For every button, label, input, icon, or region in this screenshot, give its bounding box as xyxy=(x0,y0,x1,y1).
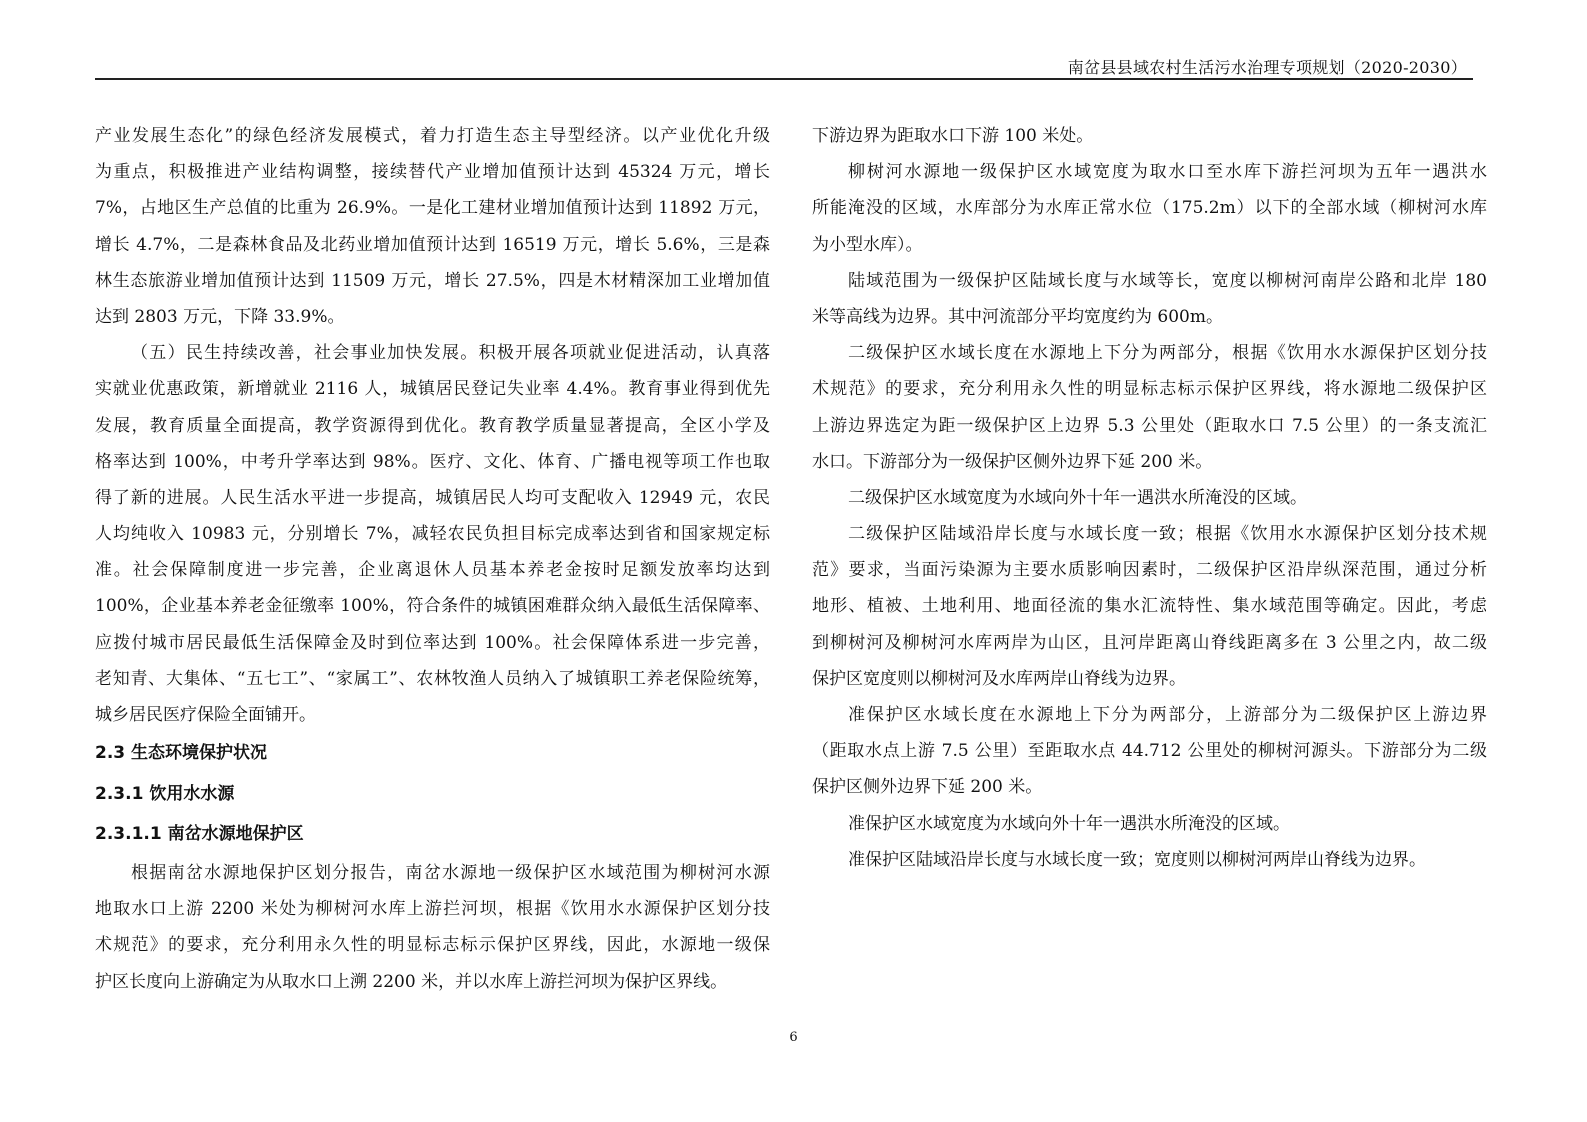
paragraph-line: 陆域范围为一级保护区陆域长度与水域等长，宽度以柳树河南岸公路和北岸 180 xyxy=(848,270,1487,291)
paragraph-line: 应拨付城市居民最低生活保障金及时到位率达到 100%。社会保障体系进一步完善， xyxy=(95,632,770,653)
section-heading: 2.3 生态环境保护状况 xyxy=(95,743,268,764)
paragraph-line: 产业发展生态化”的绿色经济发展模式，着力打造生态主导型经济。以产业优化升级 xyxy=(95,126,770,146)
right-column xyxy=(812,118,1487,878)
paragraph-line: 保护区宽度则以柳树河及水库两岸山脊线为边界。 xyxy=(812,668,1186,689)
paragraph-line: 二级保护区陆域沿岸长度与水域长度一致；根据《饮用水水源保护区划分技术规 xyxy=(848,524,1487,545)
paragraph-line: 发展，教育质量全面提高，教学资源得到优化。教育教学质量显著提高，全区小学及 xyxy=(95,415,770,436)
paragraph-line: 所能淹没的区域，水库部分为水库正常水位（175.2m）以下的全部水域（柳树河水库 xyxy=(812,198,1487,219)
paragraph-line: 范》要求，当面污染源为主要水质影响因素时，二级保护区沿岸纵深范围，通过分析 xyxy=(812,560,1487,581)
subsubsection-heading: 2.3.1.1 南岔水源地保护区 xyxy=(95,824,304,845)
paragraph-line: 准保护区陆域沿岸长度与水域长度一致；宽度则以柳树河两岸山脊线为边界。 xyxy=(848,849,1426,870)
paragraph-line: 柳树河水源地一级保护区水域宽度为取水口至水库下游拦河坝为五年一遇洪水 xyxy=(848,162,1487,183)
paragraph-line: 上游边界选定为距一级保护区上边界 5.3 公里处（距取水口 7.5 公里）的一条支流汇 xyxy=(812,415,1487,436)
paragraph-line: 米等高线为边界。其中河流部分平均宽度约为 600m。 xyxy=(812,306,1223,327)
paragraph-line: 地形、植被、土地利用、地面径流的集水汇流特性、集水域范围等确定。因此，考虑 xyxy=(812,596,1487,617)
paragraph-line: 地取水口上游 2200 米处为柳树河水库上游拦河坝，根据《饮用水水源保护区划分技 xyxy=(95,899,770,920)
paragraph-line: 术规范》的要求，充分利用永久性的明显标志标示保护区界线，将水源地二级保护区 xyxy=(812,379,1487,400)
paragraph-line: 护区长度向上游确定为从取水口上溯 2200 米，并以水库上游拦河坝为保护区界线。 xyxy=(95,971,728,992)
paragraph-line: 为小型水库）。 xyxy=(812,234,923,255)
paragraph-line: 100%，企业基本养老金征缴率 100%，符合条件的城镇困难群众纳入最低生活保障率、 xyxy=(95,596,770,617)
paragraph-line: 林生态旅游业增加值预计达到 11509 万元，增长 27.5%，四是木材精深加工业增加值 xyxy=(95,270,770,291)
paragraph-line: 达到 2803 万元，下降 33.9%。 xyxy=(95,306,345,327)
paragraph-line: 格率达到 100%，中考升学率达到 98%。医疗、文化、体育、广播电视等项工作也取 xyxy=(95,451,770,472)
paragraph-line: （五）民生持续改善，社会事业加快发展。积极开展各项就业促进活动，认真落 xyxy=(131,343,770,364)
paragraph-line: 老知青、大集体、“五七工”、“家属工”、农林牧渔人员纳入了城镇职工养老保险统筹， xyxy=(95,668,770,689)
paragraph-line: 实就业优惠政策，新增就业 2116 人，城镇居民登记失业率 4.4%。教育事业得到优先 xyxy=(95,379,770,400)
paragraph-line: 城乡居民医疗保险全面铺开。 xyxy=(95,705,316,725)
paragraph-line: 下游边界为距取水口下游 100 米处。 xyxy=(812,126,1094,146)
left-column xyxy=(95,118,770,1000)
paragraph-line: 得了新的进展。人民生活水平进一步提高，城镇居民人均可支配收入 12949 元，农民 xyxy=(95,487,770,508)
paragraph-line: 人均纯收入 10983 元，分别增长 7%，减轻农民负担目标完成率达到省和国家规定标 xyxy=(95,524,770,545)
paragraph-line: 准。社会保障制度进一步完善，企业离退休人员基本养老金按时足额发放率均达到 xyxy=(95,560,770,581)
paragraph-line: 7%，占地区生产总值的比重为 26.9%。一是化工建材业增加值预计达到 11892 万元， xyxy=(95,198,770,219)
paragraph-line: 准保护区水域长度在水源地上下分为两部分，上游部分为二级保护区上游边界 xyxy=(848,705,1487,725)
paragraph-line: 二级保护区水域长度在水源地上下分为两部分，根据《饮用水水源保护区划分技 xyxy=(848,343,1487,364)
page-number: 6 xyxy=(789,1030,798,1045)
paragraph-line: 为重点，积极推进产业结构调整，接续替代产业增加值预计达到 45324 万元，增长 xyxy=(95,162,770,183)
paragraph-line: 保护区侧外边界下延 200 米。 xyxy=(812,777,1043,798)
paragraph-line: 术规范》的要求，充分利用永久性的明显标志标示保护区界线，因此，水源地一级保 xyxy=(95,935,770,956)
paragraph-line: 增长 4.7%，二是森林食品及北药业增加值预计达到 16519 万元，增长 5.6%，三是森 xyxy=(95,234,770,255)
paragraph-line: （距取水点上游 7.5 公里）至距取水点 44.712 公里处的柳树河源头。下游部分为二级 xyxy=(812,741,1487,762)
paragraph-line: 二级保护区水域宽度为水域向外十年一遇洪水所淹没的区域。 xyxy=(848,487,1307,508)
paragraph-line: 到柳树河及柳树河水库两岸为山区，且河岸距离山脊线距离多在 3 公里之内，故二级 xyxy=(812,632,1487,653)
paragraph-line: 根据南岔水源地保护区划分报告，南岔水源地一级保护区水域范围为柳树河水源 xyxy=(131,862,770,883)
paragraph-line: 准保护区水域宽度为水域向外十年一遇洪水所淹没的区域。 xyxy=(848,813,1290,834)
paragraph-line: 水口。下游部分为一级保护区侧外边界下延 200 米。 xyxy=(812,451,1213,472)
header-title: 南岔县县域农村生活污水治理专项规划（2020-2030） xyxy=(1067,58,1467,77)
header-divider xyxy=(95,78,1473,80)
subsection-heading: 2.3.1 饮用水水源 xyxy=(95,783,235,804)
